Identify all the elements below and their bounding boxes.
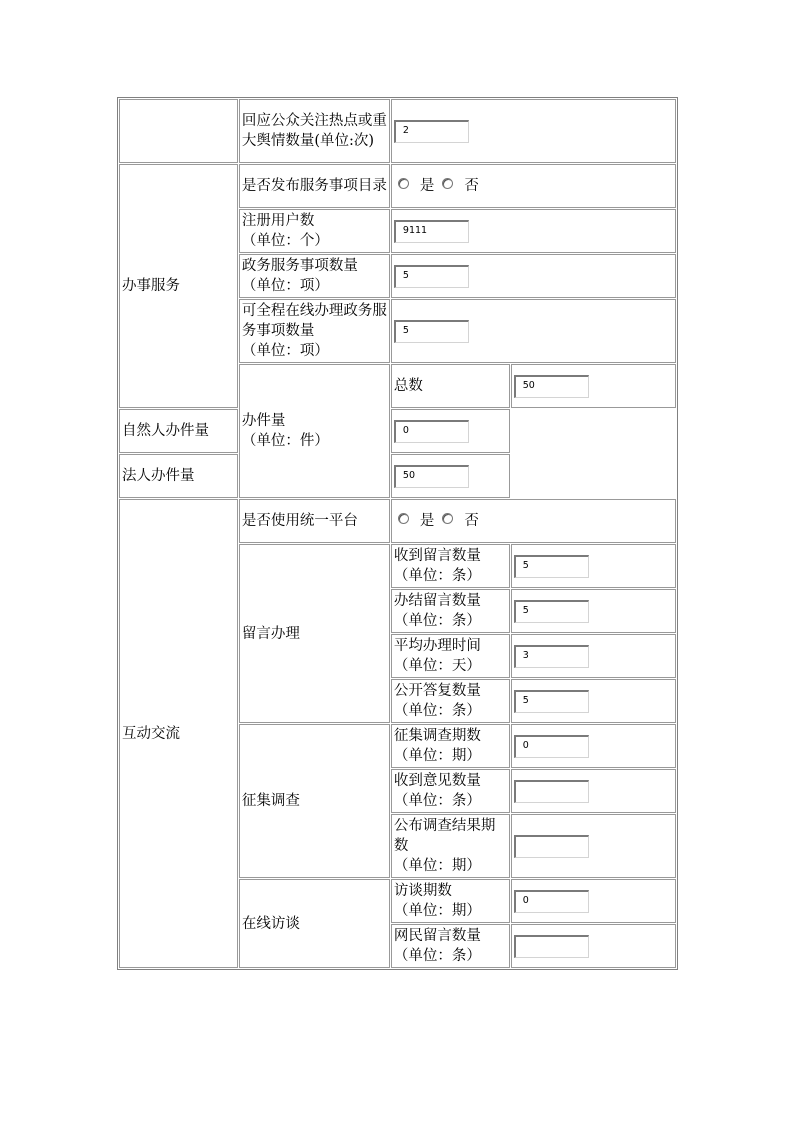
interview-periods-label-cell — [391, 879, 510, 923]
volume-natural-label: 自然人办件量 — [119, 409, 238, 453]
survey-results-label-cell — [391, 814, 510, 878]
volume-legal-value-cell — [391, 454, 510, 498]
msg-avgtime-input[interactable]: 3 — [514, 645, 589, 668]
msg-public-unit: （单位：条） — [393, 703, 481, 719]
service-users-label-cell — [239, 209, 390, 253]
interview-netizen-label-cell — [391, 924, 510, 968]
catalog-no-radio[interactable] — [442, 178, 453, 189]
msg-public-label-cell — [391, 679, 510, 723]
row-service-catalog — [119, 164, 676, 208]
service-online-label-cell — [239, 299, 390, 363]
platform-yes-radio[interactable] — [398, 513, 409, 524]
service-items-input[interactable]: 5 — [394, 265, 469, 288]
hotspot-value-cell — [391, 99, 676, 163]
service-items-label: 政务服务事项数量 — [241, 258, 358, 274]
msg-received-value-cell — [511, 544, 676, 588]
survey-periods-input[interactable]: 0 — [514, 735, 589, 758]
msg-closed-label: 办结留言数量 — [393, 593, 481, 609]
survey-label: 征集调查 — [239, 724, 390, 878]
category-interaction: 互动交流 — [119, 499, 238, 968]
platform-no-label: 否 — [464, 513, 479, 529]
survey-opinions-label: 收到意见数量 — [393, 773, 481, 789]
volume-legal-input[interactable]: 50 — [394, 465, 469, 488]
volume-total-input[interactable]: 50 — [514, 375, 589, 398]
volume-natural-input[interactable]: 0 — [394, 420, 469, 443]
interview-label: 在线访谈 — [239, 879, 390, 968]
service-online-input[interactable]: 5 — [394, 320, 469, 343]
service-users-label: 注册用户数 — [241, 213, 315, 229]
msg-closed-unit: （单位：条） — [393, 613, 481, 629]
service-volume-unit: （单位：件） — [241, 433, 329, 449]
catalog-yes-radio[interactable] — [398, 178, 409, 189]
service-items-unit: （单位：项） — [241, 278, 329, 294]
survey-results-unit: （单位：期） — [393, 858, 481, 874]
category-service: 办事服务 — [119, 164, 238, 408]
messages-label: 留言办理 — [239, 544, 390, 723]
hotspot-label: 回应公众关注热点或重大舆情数量(单位:次) — [239, 99, 390, 163]
interaction-platform-options — [391, 499, 676, 543]
interview-periods-input[interactable]: 0 — [514, 890, 589, 913]
service-items-label-cell — [239, 254, 390, 298]
service-online-label: 可全程在线办理政务服务事项数量 — [241, 303, 387, 339]
service-users-unit: （单位：个） — [241, 233, 329, 249]
service-items-value-cell — [391, 254, 676, 298]
msg-closed-input[interactable]: 5 — [514, 600, 589, 623]
interview-netizen-label: 网民留言数量 — [393, 928, 481, 944]
service-volume-label: 办件量 — [241, 413, 286, 429]
msg-closed-label-cell — [391, 589, 510, 633]
catalog-no-label: 否 — [464, 178, 479, 194]
survey-periods-label-cell — [391, 724, 510, 768]
hotspot-input[interactable]: 2 — [394, 120, 469, 143]
row-interaction-platform — [119, 499, 676, 543]
msg-received-label: 收到留言数量 — [393, 548, 481, 564]
row-volume-legal — [119, 454, 676, 498]
row-hotspot — [119, 99, 676, 163]
survey-periods-value-cell — [511, 724, 676, 768]
service-online-value-cell — [391, 299, 676, 363]
volume-natural-value-cell — [391, 409, 510, 453]
survey-opinions-label-cell — [391, 769, 510, 813]
survey-periods-label: 征集调查期数 — [393, 728, 481, 744]
msg-received-label-cell — [391, 544, 510, 588]
volume-total-value-cell — [511, 364, 676, 408]
service-catalog-label: 是否发布服务事项目录 — [239, 164, 390, 208]
msg-avgtime-unit: （单位：天） — [393, 658, 481, 674]
interview-periods-label: 访谈期数 — [393, 883, 452, 899]
msg-avgtime-label: 平均办理时间 — [393, 638, 481, 654]
survey-opinions-value-cell — [511, 769, 676, 813]
msg-public-value-cell — [511, 679, 676, 723]
service-catalog-options — [391, 164, 676, 208]
msg-received-input[interactable]: 5 — [514, 555, 589, 578]
msg-public-label: 公开答复数量 — [393, 683, 481, 699]
survey-results-value-cell — [511, 814, 676, 878]
msg-public-input[interactable]: 5 — [514, 690, 589, 713]
msg-avgtime-label-cell — [391, 634, 510, 678]
platform-no-radio[interactable] — [442, 513, 453, 524]
volume-total-label: 总数 — [391, 364, 510, 408]
msg-closed-value-cell — [511, 589, 676, 633]
service-online-unit: （单位：项） — [241, 343, 329, 359]
interview-netizen-unit: （单位：条） — [393, 948, 481, 964]
service-users-input[interactable]: 9111 — [394, 220, 469, 243]
survey-results-input[interactable] — [514, 835, 589, 858]
interaction-platform-label: 是否使用统一平台 — [239, 499, 390, 543]
interview-periods-value-cell — [511, 879, 676, 923]
msg-avgtime-value-cell — [511, 634, 676, 678]
row-volume-natural — [119, 409, 676, 453]
interview-netizen-input[interactable] — [514, 935, 589, 958]
survey-opinions-input[interactable] — [514, 780, 589, 803]
survey-periods-unit: （单位：期） — [393, 748, 481, 764]
survey-results-label: 公布调查结果期数 — [393, 818, 496, 854]
platform-yes-label: 是 — [419, 513, 435, 529]
interview-periods-unit: （单位：期） — [393, 903, 481, 919]
survey-opinions-unit: （单位：条） — [393, 793, 481, 809]
catalog-yes-label: 是 — [419, 178, 435, 194]
statistics-form-table — [117, 97, 678, 970]
service-users-value-cell — [391, 209, 676, 253]
service-volume-label-cell — [239, 364, 390, 498]
interview-netizen-value-cell — [511, 924, 676, 968]
category-empty-cell — [119, 99, 238, 163]
msg-received-unit: （单位：条） — [393, 568, 481, 584]
volume-legal-label: 法人办件量 — [119, 454, 238, 498]
